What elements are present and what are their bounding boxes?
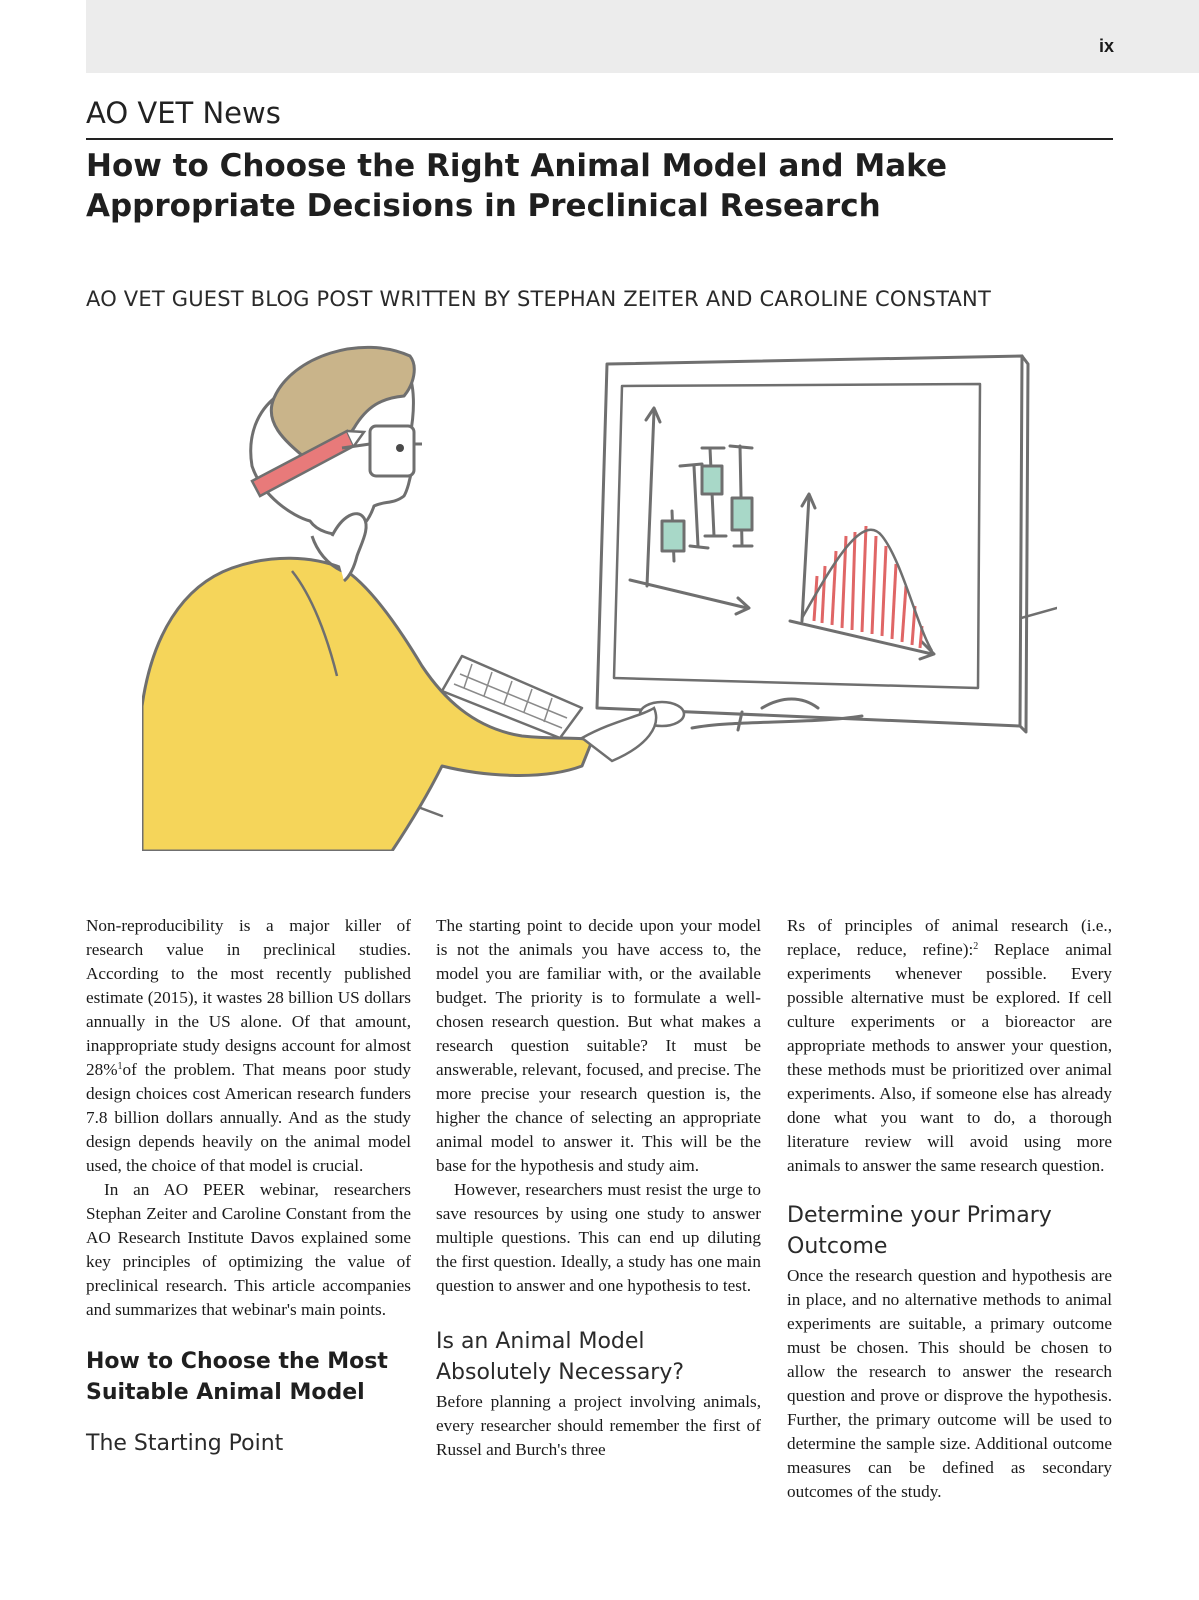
footnote-ref: 2 — [973, 941, 979, 952]
paragraph: In an AO PEER webinar, researchers Stephan Zeiter and Caroline Constant from the AO Research Institute Davos explained some key principles of optimizing the value of preclinical research. This article accompanies and summarizes that webinar's main points. — [86, 1180, 411, 1319]
footnote-ref: 1 — [117, 1061, 123, 1072]
paragraph: Once the research question and hypothesis are in place, and no alternative methods to animal experiments are suitable, a primary outcome must be chosen. This should be chosen to allow the research to answer the research question and prove or disprove the hypothesis. Further, the primary outcome will be used to determine the sample size. Additional outcome measures can be defined as secondary outcomes of the study. — [787, 1266, 1112, 1501]
boxplot-box-1 — [662, 521, 684, 551]
page-header-band — [86, 0, 1199, 73]
article-byline: AO VET GUEST BLOG POST WRITTEN BY STEPHAN ZEITER AND CAROLINE CONSTANT — [86, 287, 991, 311]
paragraph-text: Non-reproducibility is a major killer of research value in preclinical studies. According to the most recently published estimate (2015), it wastes 28 billion US dollars annually in the US alone. Of that amount, inappropriate study designs account for almost 28% — [86, 916, 411, 1079]
glasses — [370, 426, 414, 476]
paragraph-text: of the problem. That means poor study design choices cost American research funders 7.8 billion dollars annually. And as the study design depends heavily on the animal model used, the choice of that model is crucial. — [86, 1060, 411, 1175]
paragraph — [787, 914, 1112, 1178]
page-number: ix — [1098, 36, 1114, 56]
paragraph-text: Replace animal experiments whenever possible. Every possible alternative must be explored. If cell culture experiments or a bioreactor are appropriate methods to answer your question, these methods must be prioritized over animal experiments. Also, if someone else has already done what you want to do, a thorough literature review will avoid using more animals to answer the same research question. — [787, 940, 1112, 1175]
text-column-2 — [436, 914, 761, 1462]
paragraph: However, researchers must resist the urge to save resources by using one study to answer multiple questions. This can end up diluting the first question. Ideally, a study has one main question to answer and one hypothesis to test. — [436, 1180, 761, 1295]
text-column-1 — [86, 914, 411, 1461]
section-heading: How to Choose the Most Suitable Animal Model — [86, 1349, 388, 1405]
paragraph: The starting point to decide upon your model is not the animals you have access to, the model you are familiar with, or the available budget. The priority is to formulate a well-chosen research question. But what makes a research question suitable? It must be answerable, relevant, focused, and precise. The more precise your research question is, the higher the chance of selecting an appropriate animal model to answer it. This will be the base for the hypothesis and study aim. — [436, 916, 761, 1175]
text-column-3 — [787, 914, 1112, 1504]
boxplot-box-3 — [732, 498, 752, 530]
subsection-heading: Is an Animal Model Absolutely Necessary? — [436, 1329, 685, 1385]
title-divider — [86, 138, 1113, 140]
paragraph — [86, 914, 411, 1178]
section-label: AO VET News — [86, 96, 281, 130]
researcher-at-computer-illustration — [142, 336, 1057, 851]
subsection-heading: Determine your Primary Outcome — [787, 1203, 1052, 1259]
article-title: How to Choose the Right Animal Model and Make Appropriate Decisions in Preclinical Research — [86, 148, 947, 224]
subsection-heading: The Starting Point — [86, 1431, 284, 1456]
paragraph-text: Rs of principles of animal research (i.e., replace, reduce, refine): — [787, 916, 1112, 959]
paragraph: Before planning a project involving animals, every researcher should remember the first of Russel and Burch's three — [436, 1392, 761, 1459]
boxplot-box-2 — [702, 466, 722, 494]
